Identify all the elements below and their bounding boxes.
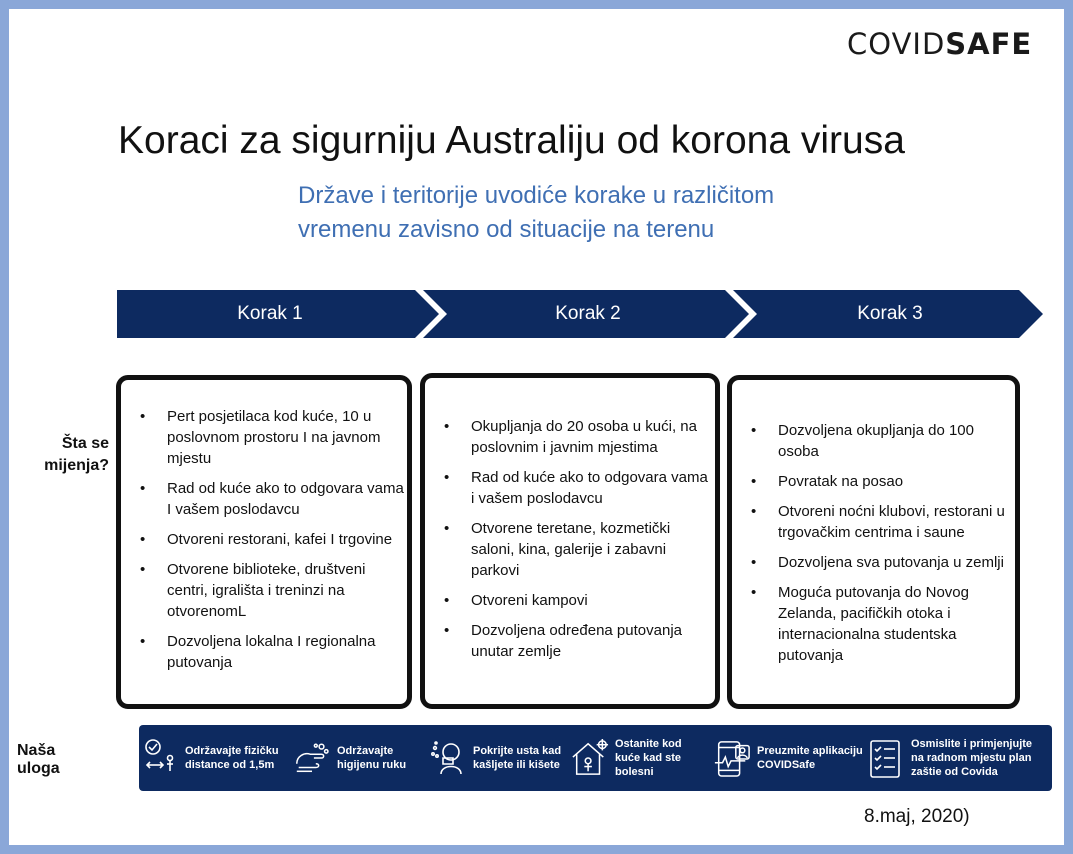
list-item: • Moguća putovanja do Novog Zelanda, pacifičkih otoka i internacionalna studentska putovanja [778,582,1015,666]
step-3-list [732,420,1015,666]
step-1-box [116,375,412,709]
subtitle-line1: Države i teritorije uvodiće korake u različitom [298,182,775,209]
role-distance [141,725,293,791]
list-item: • Dozvoljena određena putovanja unutar zemlje [471,620,715,662]
list-item: • Rad od kuće ako to odgovara vama I vašem poslodavcu [167,478,407,520]
step-2-label: Korak 2 [555,303,621,324]
phone-app-icon [713,737,751,779]
step-3-box [727,375,1020,709]
logo-part2: SAFE [945,27,1033,61]
logo-part1: COVID [847,27,946,61]
page-subtitle [298,179,898,247]
list-item: • Okupljanja do 20 osoba u kući, na poslovnim i javnim mjestima [471,416,715,458]
row-label-changes [37,433,109,477]
distance-icon [141,737,179,779]
list-item: • Dozvoljena sva putovanja u zemlji [778,552,1015,573]
covidsafe-logo [847,27,1032,61]
step-1-label: Korak 1 [237,303,303,324]
date-label: 8.maj, 2020) [864,806,970,827]
list-item: • Dozvoljena lokalna I regionalna putovanja [167,631,407,673]
role-cough-text: Pokrijte usta kad kašljete ili kišete [473,745,562,771]
role-app [713,725,869,791]
role-stay-home-text: Ostanite kod kuće kad ste bolesni [615,738,682,778]
step-2-list [425,416,715,662]
step-1-list [121,406,407,673]
role-band [139,725,1052,791]
step-2-box [420,373,720,709]
row-label-changes-line1: Šta se [61,435,109,452]
handwash-icon [293,737,331,779]
steps-banner [117,290,1043,338]
list-item: • Otvoreni kampovi [471,590,715,611]
subtitle-line2: vremenu zavisno od situacije na terenu [298,216,715,243]
role-app-text: Preuzmite aplikaciju COVIDSafe [757,745,863,771]
role-handwash [293,725,433,791]
list-item: • Rad od kuće ako to odgovara vama i vašem poslodavcu [471,467,715,509]
list-item: • Otvorene teretane, kozmetički saloni, kina, galerije i zabavni parkovi [471,518,715,581]
stay-home-icon [571,737,609,779]
role-plan-text: Osmislite i primjenjujte na radnom mjestu plan zaštie od Covida [911,738,1033,778]
list-item: • Povratak na posao [778,471,1015,492]
row-label-role: Naša uloga [17,742,60,777]
role-stay-home [571,725,711,791]
page-title: Koraci za sigurniju Australiju od korona virusa [118,119,905,162]
role-plan [867,725,1049,791]
cough-icon [429,737,467,779]
role-distance-text: Održavajte fizičku distance od 1,5m [185,745,279,771]
list-item: • Otvoreni noćni klubovi, restorani u trgovačkim centrima i saune [778,501,1015,543]
row-label-changes-line2: mijenja? [44,457,109,474]
slide [9,9,1064,845]
role-cough [429,725,574,791]
list-item: • Pert posjetilaca kod kuće, 10 u poslovnom prostoru I na javnom mjestu [167,406,407,469]
list-item: • Otvoreni restorani, kafei I trgovine [167,529,407,550]
checklist-icon [867,737,905,779]
list-item: • Otvorene biblioteke, društveni centri, igrališta i treninzi na otvorenomL [167,559,407,622]
step-3-label: Korak 3 [857,303,923,324]
role-handwash-text: Održavajte higijenu ruku [337,745,407,771]
list-item: • Dozvoljena okupljanja do 100 osoba [778,420,1015,462]
